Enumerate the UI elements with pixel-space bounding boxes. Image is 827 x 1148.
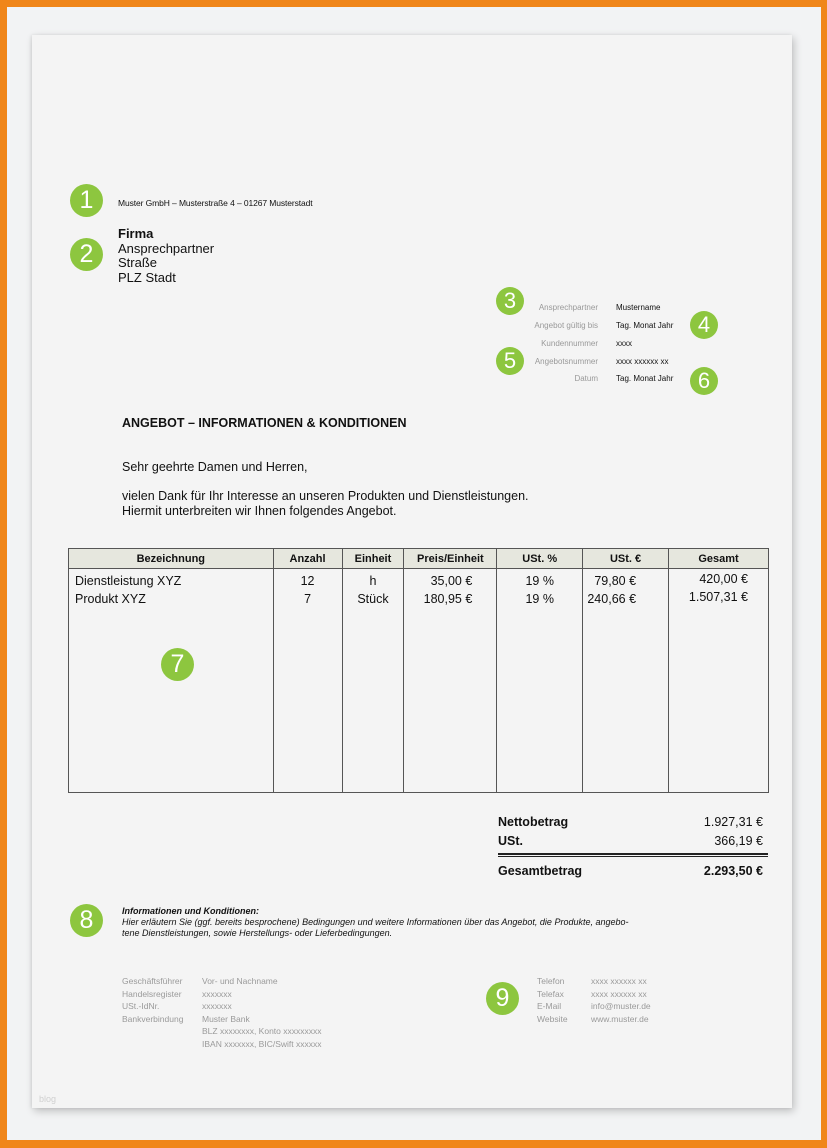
cell-vat-amount: 240,66 € [583, 590, 669, 608]
meta-row-contact [432, 302, 772, 314]
footer-label: USt.-IdNr. [122, 1001, 160, 1011]
cell-vat-amount: 79,80 € [583, 569, 669, 591]
offer-document [32, 35, 792, 1108]
watermark: blog [39, 1094, 57, 1104]
offer-title: ANGEBOT – INFORMATIONEN & KONDITIONEN [122, 416, 407, 430]
footer-label: E-Mail [537, 1001, 562, 1011]
intro-line-2: Hiermit unterbreiten wir Ihnen folgendes Angebot. [122, 504, 397, 518]
vat-row [498, 832, 768, 851]
conditions-info [122, 906, 722, 939]
marker-badge-5: 5 [496, 347, 524, 375]
footer-value: Vor- und Nachname [202, 976, 278, 986]
conditions-line-1: Hier erläutern Sie (ggf. bereits besprochene) Bedingungen und weitere Informationen über das Angebot, die Produkte, angebo- [122, 917, 629, 927]
footer-value: Muster Bank [202, 1013, 250, 1024]
grand-total-value: 2.293,50 € [703, 864, 763, 878]
meta-value: xxxx xxxxxx xx [616, 357, 669, 366]
empty-cell [583, 608, 669, 793]
meta-value: Tag. Monat Jahr [616, 321, 674, 330]
meta-value: xxxx [616, 339, 632, 348]
vat-label: USt. [498, 834, 523, 848]
meta-value: Mustername [616, 303, 661, 312]
footer-value: BLZ xxxxxxxx, Konto xxxxxxxxx [202, 1026, 322, 1036]
marker-badge-3: 3 [496, 287, 524, 315]
grand-total-row [498, 862, 768, 881]
meta-row-valid-until [432, 320, 772, 332]
footer-left-labels [122, 975, 202, 1025]
col-header-unit: Einheit [342, 549, 404, 569]
marker-badge-4: 4 [690, 311, 718, 339]
footer-label: Telefon [537, 976, 565, 986]
footer-phone: xxxx xxxxxx xx [591, 976, 647, 986]
recipient-contact: Ansprechpartner [118, 240, 215, 256]
footer-website-link[interactable]: www.muster.de [591, 1013, 649, 1024]
cell-description: Produkt XYZ [69, 590, 274, 608]
marker-badge-1: 1 [70, 184, 103, 217]
footer-left-values [202, 975, 402, 1050]
meta-row-customer-number [432, 338, 772, 350]
sender-line: Muster GmbH – Musterstraße 4 – 01267 Musterstadt [118, 198, 313, 208]
col-header-description: Bezeichnung [69, 549, 274, 569]
empty-cell [669, 608, 769, 793]
net-amount-row [498, 813, 768, 832]
cell-quantity: 7 [273, 590, 342, 608]
meta-label: Datum [574, 374, 598, 383]
empty-cell [404, 608, 497, 793]
footer-right-labels [537, 975, 592, 1025]
net-amount-value: 1.927,31 € [703, 815, 763, 829]
footer-label: Bankverbindung [122, 1013, 184, 1024]
meta-value: Tag. Monat Jahr [616, 374, 674, 383]
footer-value: xxxxxxx [202, 1001, 232, 1011]
cell-total: 1.507,31 € [669, 590, 769, 608]
vat-value: 366,19 € [714, 834, 763, 848]
empty-cell [497, 608, 583, 793]
table-row [69, 569, 769, 591]
intro-line-1: vielen Dank für Ihr Interesse an unseren Produkten und Dienstleistungen. [122, 489, 529, 503]
totals-summary [498, 813, 768, 881]
recipient-company: Firma [118, 226, 154, 241]
cell-unit-price: 180,95 € [404, 590, 497, 608]
cell-unit-price: 35,00 € [404, 569, 497, 591]
footer-email-link[interactable]: info@muster.de [591, 1001, 651, 1011]
conditions-line-2: tene Dienstleistungen, sowie Herstellungs- oder Lieferbedingungen. [122, 928, 393, 938]
footer-label: Telefax [537, 988, 564, 999]
intro-text [122, 489, 529, 519]
footer-value: xxxxxxx [202, 988, 232, 999]
footer-right-values [591, 975, 711, 1025]
recipient-city: PLZ Stadt [118, 269, 176, 285]
cell-vat-percent: 19 % [497, 569, 583, 591]
footer-fax: xxxx xxxxxx xx [591, 988, 647, 999]
col-header-quantity: Anzahl [273, 549, 342, 569]
empty-cell [342, 608, 404, 793]
cell-unit: Stück [342, 590, 404, 608]
meta-row-offer-number [432, 356, 772, 368]
marker-badge-9: 9 [486, 982, 519, 1015]
conditions-heading: Informationen und Konditionen: [122, 906, 259, 916]
double-rule [498, 853, 768, 857]
meta-label: Angebotsnummer [534, 357, 598, 366]
cell-unit: h [342, 569, 404, 591]
offer-meta [432, 302, 772, 392]
marker-badge-2: 2 [70, 238, 103, 271]
col-header-total: Gesamt [669, 549, 769, 569]
recipient-street: Straße [118, 255, 158, 270]
col-header-vat-percent: USt. % [497, 549, 583, 569]
marker-badge-8: 8 [70, 904, 103, 937]
meta-label: Ansprechpartner [538, 303, 598, 312]
empty-cell [69, 608, 274, 793]
col-header-vat-amount: USt. € [583, 549, 669, 569]
meta-label: Kundennummer [541, 339, 598, 348]
col-header-unit-price: Preis/Einheit [404, 549, 497, 569]
footer-value: IBAN xxxxxxx, BIC/Swift xxxxxx [202, 1038, 322, 1049]
marker-badge-7: 7 [161, 648, 194, 681]
footer-label: Geschäftsführer [122, 976, 183, 986]
net-amount-label: Nettobetrag [498, 815, 569, 829]
footer-label: Handelsregister [122, 988, 182, 999]
cell-total: 420,00 € [669, 569, 769, 591]
cell-description: Dienstleistung XYZ [69, 569, 274, 591]
table-row [69, 590, 769, 608]
cell-vat-percent: 19 % [497, 590, 583, 608]
table-empty-row [69, 608, 769, 793]
meta-row-date [432, 373, 772, 385]
recipient-address [118, 227, 214, 285]
marker-badge-6: 6 [690, 367, 718, 395]
empty-cell [273, 608, 342, 793]
table-header-row [69, 549, 769, 569]
meta-label: Angebot gültig bis [534, 321, 598, 330]
grand-total-label: Gesamtbetrag [498, 864, 583, 878]
footer-label: Website [537, 1013, 568, 1024]
salutation: Sehr geehrte Damen und Herren, [122, 460, 308, 474]
cell-quantity: 12 [273, 569, 342, 591]
